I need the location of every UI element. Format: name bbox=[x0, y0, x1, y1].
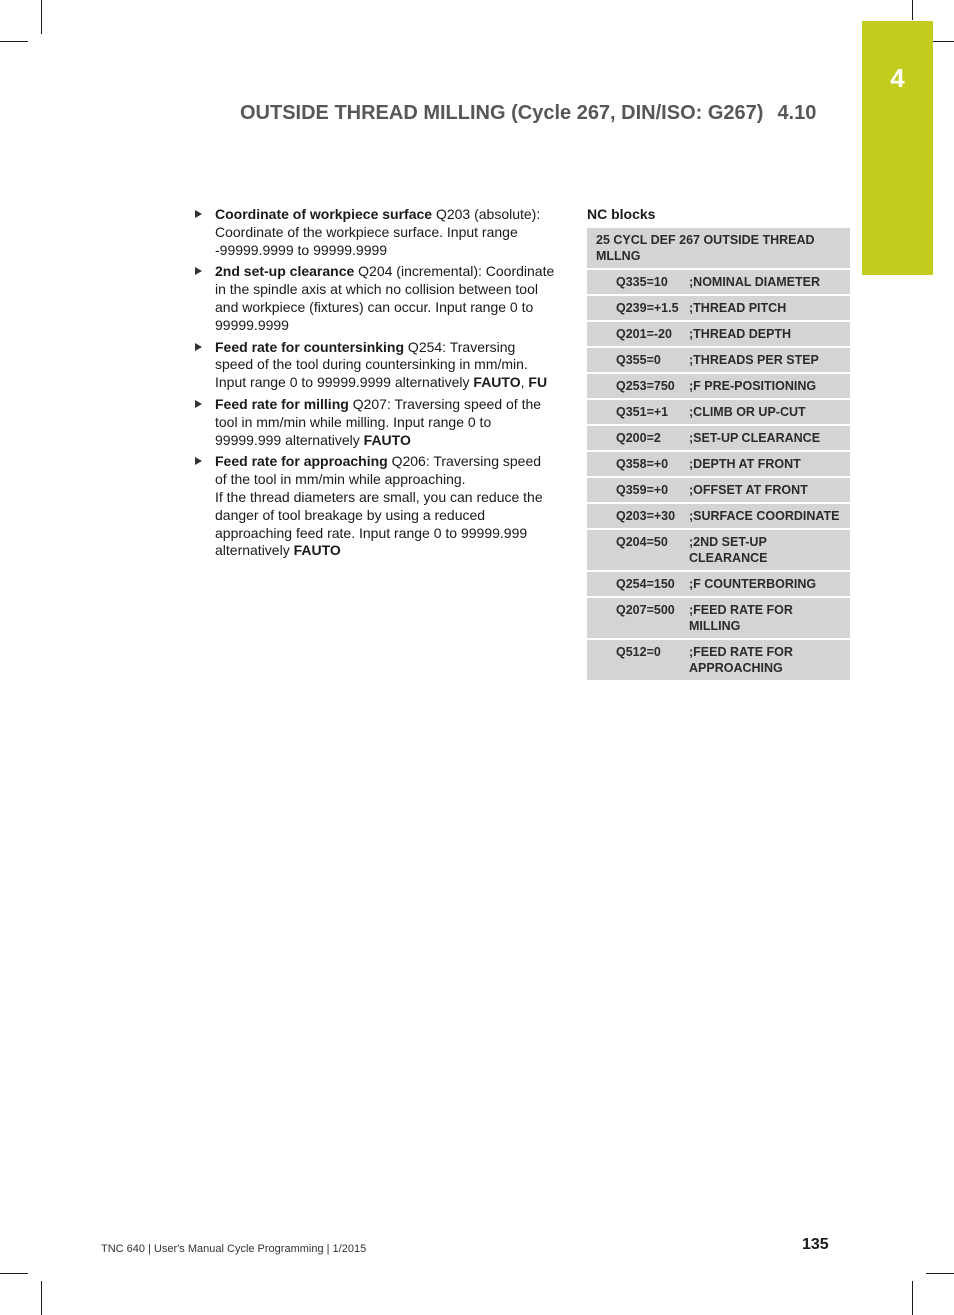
table-row bbox=[587, 269, 850, 295]
nc-comment: ;CLIMB OR UP-CUT bbox=[689, 399, 850, 425]
nc-comment: ;SURFACE COORDINATE bbox=[689, 503, 850, 529]
nc-param: Q239=+1.5 bbox=[587, 295, 689, 321]
nc-param: Q207=500 bbox=[587, 597, 689, 639]
crop-mark bbox=[0, 1273, 28, 1274]
nc-comment: ;FEED RATE FOR MILLING bbox=[689, 597, 850, 639]
nc-param: Q201=-20 bbox=[587, 321, 689, 347]
param-value: FAUTO bbox=[293, 542, 341, 559]
param-name: Feed rate for milling bbox=[215, 395, 349, 412]
triangle-bullet-icon bbox=[195, 400, 202, 408]
nc-comment: ;OFFSET AT FRONT bbox=[689, 477, 850, 503]
table-row bbox=[587, 425, 850, 451]
crop-mark bbox=[912, 0, 913, 20]
triangle-bullet-icon bbox=[195, 343, 202, 351]
nc-param: Q204=50 bbox=[587, 529, 689, 571]
table-row bbox=[587, 295, 850, 321]
chapter-number: 4 bbox=[890, 63, 905, 93]
param-desc: Q204 (incremental): Coordinate in the spindle axis at which no collision between tool and workpiece (fixtures) can occur. Input range 0 to 99999.9999 bbox=[215, 263, 555, 333]
nc-comment: ;F COUNTERBORING bbox=[689, 571, 850, 597]
crop-mark bbox=[926, 1273, 954, 1274]
triangle-bullet-icon bbox=[195, 210, 202, 218]
param-desc: Q254: Traversing speed of the tool during countersinking in mm/min. Input range 0 to 99999.9999 alternatively bbox=[215, 338, 528, 391]
nc-blocks-title: NC blocks bbox=[587, 206, 656, 222]
nc-comment: ;THREADS PER STEP bbox=[689, 347, 850, 373]
nc-param: Q512=0 bbox=[587, 639, 689, 681]
nc-comment: ;NOMINAL DIAMETER bbox=[689, 269, 850, 295]
page-number: 135 bbox=[802, 1236, 829, 1253]
nc-param: Q355=0 bbox=[587, 347, 689, 373]
nc-cycl-def: 25 CYCL DEF 267 OUTSIDE THREAD MLLNG bbox=[587, 228, 850, 269]
table-row bbox=[587, 597, 850, 639]
separator: , bbox=[520, 374, 529, 391]
header-section: 4.10 bbox=[777, 102, 817, 124]
footer-text: TNC 640 | User's Manual Cycle Programming | 1/2015 bbox=[101, 1243, 367, 1255]
crop-mark bbox=[0, 41, 28, 42]
nc-param: Q358=+0 bbox=[587, 451, 689, 477]
triangle-bullet-icon bbox=[195, 457, 202, 465]
nc-comment: ;DEPTH AT FRONT bbox=[689, 451, 850, 477]
param-desc: Q203 (absolute): Coordinate of the workpiece surface. Input range -99999.9999 to 99999.9999 bbox=[215, 206, 541, 258]
table-row bbox=[587, 321, 850, 347]
nc-param: Q359=+0 bbox=[587, 477, 689, 503]
param-item bbox=[195, 453, 555, 560]
nc-comment: ;F PRE-POSITIONING bbox=[689, 373, 850, 399]
param-name: Feed rate for countersinking bbox=[215, 338, 405, 355]
header-title: OUTSIDE THREAD MILLING (Cycle 267, DIN/ISO: G267) bbox=[240, 102, 764, 124]
table-row bbox=[587, 399, 850, 425]
parameter-list bbox=[195, 206, 555, 564]
param-value: FAUTO bbox=[473, 374, 521, 391]
nc-param: Q253=750 bbox=[587, 373, 689, 399]
table-row bbox=[587, 477, 850, 503]
nc-blocks-table bbox=[587, 228, 850, 682]
param-value: FU bbox=[528, 374, 548, 391]
table-row bbox=[587, 347, 850, 373]
param-item bbox=[195, 263, 555, 334]
crop-mark bbox=[41, 0, 42, 34]
param-name: Coordinate of workpiece surface bbox=[215, 206, 433, 222]
nc-param: Q351=+1 bbox=[587, 399, 689, 425]
param-desc-extra: If the thread diameters are small, you can reduce the danger of tool breakage by using a reduced approaching feed rate. Input range 0 to 99999.999 alternatively bbox=[215, 488, 543, 559]
table-row bbox=[587, 639, 850, 681]
nc-param: Q335=10 bbox=[587, 269, 689, 295]
param-name: 2nd set-up clearance bbox=[215, 263, 355, 280]
nc-param: Q254=150 bbox=[587, 571, 689, 597]
table-row bbox=[587, 571, 850, 597]
page-header bbox=[240, 102, 832, 125]
param-item bbox=[195, 206, 555, 259]
table-row bbox=[587, 228, 850, 269]
nc-comment: ;SET-UP CLEARANCE bbox=[689, 425, 850, 451]
chapter-tab bbox=[862, 21, 933, 275]
param-value: FAUTO bbox=[363, 431, 411, 448]
nc-comment: ;THREAD PITCH bbox=[689, 295, 850, 321]
param-desc: Q206: Traversing speed of the tool in mm/min while approaching. bbox=[215, 453, 542, 488]
table-row bbox=[587, 451, 850, 477]
param-desc: Q207: Traversing speed of the tool in mm/min while milling. Input range 0 to 99999.999 alternatively bbox=[215, 395, 542, 448]
nc-param: Q203=+30 bbox=[587, 503, 689, 529]
crop-mark bbox=[912, 1281, 913, 1315]
nc-comment: ;2ND SET-UP CLEARANCE bbox=[689, 529, 850, 571]
nc-param: Q200=2 bbox=[587, 425, 689, 451]
triangle-bullet-icon bbox=[195, 267, 202, 275]
table-row bbox=[587, 503, 850, 529]
nc-comment: ;THREAD DEPTH bbox=[689, 321, 850, 347]
param-item bbox=[195, 396, 555, 449]
nc-comment: ;FEED RATE FOR APPROACHING bbox=[689, 639, 850, 681]
table-row bbox=[587, 373, 850, 399]
param-name: Feed rate for approaching bbox=[215, 453, 388, 470]
param-item bbox=[195, 339, 555, 392]
crop-mark bbox=[41, 1281, 42, 1315]
table-row bbox=[587, 529, 850, 571]
